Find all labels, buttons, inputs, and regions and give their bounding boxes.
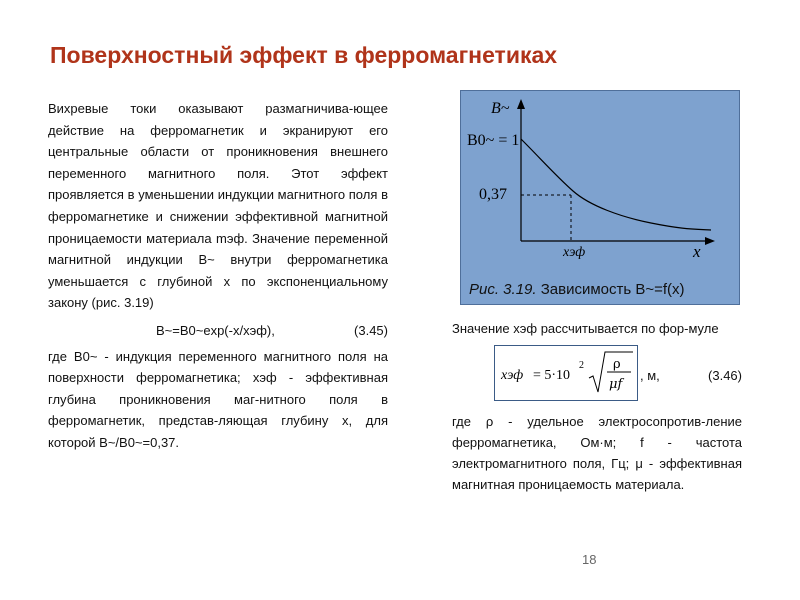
- tick-037: 0,37: [479, 186, 507, 203]
- y-axis-label: B~: [491, 100, 510, 117]
- formula-3-45-expression: B~=B0~exp(-x/xэф),: [156, 322, 275, 338]
- intro-paragraph: Вихревые токи оказывают размагничива-ющее действие на ферромагнетик и экранируют его центральные области от проникновения внешнего переменного магнитного поля. Этот эффект проявляется в уменьшении индукции магнитного поля в ферромагнетике и снижении эффективной магнитной проницаемости материала mэф. Значение переменной магнитной индукции B~ внутри ферромагнетика уменьшается с глубиной x по экспоненциальному закону (рис. 3.19): [48, 101, 388, 311]
- formula-3-46-graphic: [495, 346, 637, 400]
- formula-exp: 2: [579, 360, 584, 371]
- left-column: [48, 98, 388, 454]
- formula-lhs: xэф: [501, 368, 524, 383]
- decay-curve: [521, 139, 711, 230]
- figure-caption: [469, 281, 685, 298]
- formula-rhs: = 5·10: [533, 368, 571, 383]
- formula-intro: Значение xэф рассчитывается по фор-муле: [452, 321, 719, 336]
- formula-numerator: ρ: [613, 357, 621, 372]
- x-axis-label: x: [693, 242, 701, 261]
- formula-3-46: [452, 343, 742, 405]
- formula-3-45-number: (3.45): [354, 322, 388, 338]
- formula-denominator: μf: [609, 377, 623, 392]
- x-axis-arrow: [705, 237, 715, 245]
- right-column: [452, 318, 742, 495]
- formula-unit: , м,: [640, 368, 660, 383]
- page-number: 18: [582, 552, 597, 567]
- figure-3-19: [460, 90, 740, 305]
- definition-paragraph: где B0~ - индукция переменного магнитного поля на поверхности ферромагнетика; xэф - эффективная глубина проникновения маг-нитного поля в ферромагнетик, представ-ляющая глубину x, для которой B~/B0~=0,37.: [48, 348, 388, 450]
- formula-3-45: [48, 320, 388, 342]
- decay-plot: [461, 91, 741, 306]
- slide-title: Поверхностный эффект в ферромагнетиках: [50, 42, 558, 68]
- y-axis-arrow: [517, 99, 525, 109]
- formula-3-46-number: (3.46): [708, 368, 742, 383]
- caption-prefix: Рис. 3.19.: [469, 281, 537, 298]
- symbols-paragraph: где ρ - удельное электросопротив-ление ферромагнетика, Ом·м; f - частота электромагнитного поля, Гц; μ - эффективная магнитная проницаемость материала.: [452, 414, 742, 492]
- xef-label: xэф: [563, 245, 586, 260]
- formula-3-46-box: [494, 345, 638, 401]
- caption-text: Зависимость B~=f(x): [540, 281, 685, 298]
- b0-label: B0~ = 1: [467, 132, 520, 149]
